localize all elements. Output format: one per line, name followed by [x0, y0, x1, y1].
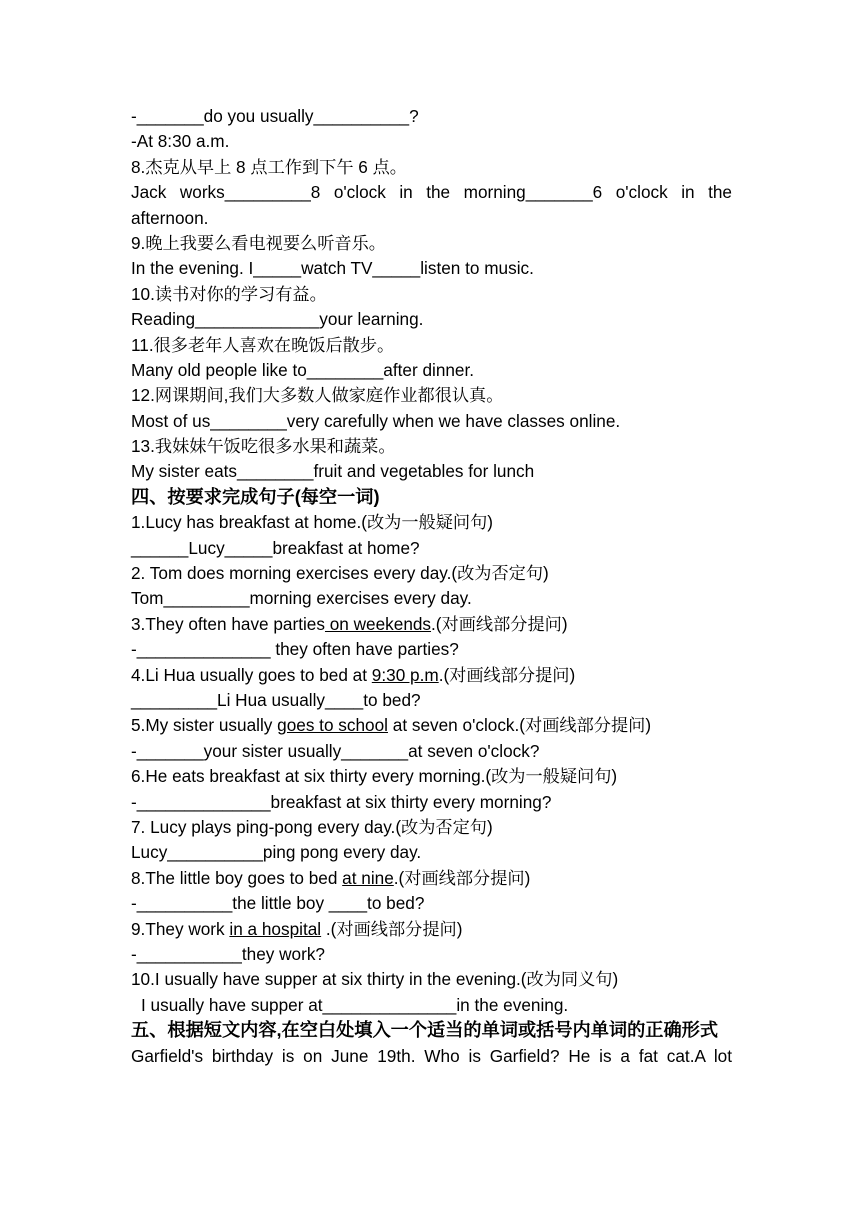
text-line: Most of us________very carefully when we have classes online. — [131, 410, 621, 431]
section-heading: 五、根据短文内容,在空白处填入一个适当的单词或括号内单词的正确形式 — [131, 1020, 719, 1041]
underlined-phrase: at nine — [342, 867, 394, 888]
text-line: -__________the little boy ____to bed? — [131, 893, 425, 914]
text-line: -At 8:30 a.m. — [131, 131, 230, 152]
underlined-phrase: goes to school — [277, 715, 388, 736]
text-line: Reading_____________your learning. — [131, 309, 424, 330]
text-line: Tom_________morning exercises every day. — [131, 588, 472, 609]
text-line: 10.读书对你的学习有益。 — [131, 283, 327, 304]
text-line: -_______do you usually__________? — [131, 106, 419, 126]
text-line: -______________ they often have parties? — [131, 639, 459, 660]
instruction-text: .(对画线部分提问) — [431, 613, 568, 634]
text-line: 11.很多老年人喜欢在晚饭后散步。 — [131, 334, 395, 355]
text-line: -_______your sister usually_______at seven o'clock? — [131, 740, 540, 761]
text-line: 10.I usually have supper at six thirty in the evening.(改为同义句) — [131, 969, 619, 990]
text-line: 9.晚上我要么看电视要么听音乐。 — [131, 232, 386, 253]
text-line: 12.网课期间,我们大多数人做家庭作业都很认真。 — [131, 385, 504, 406]
text-line: 2. Tom does morning exercises every day.(改为否定句) — [131, 563, 549, 584]
instruction-text: at seven o'clock.(对画线部分提问) — [387, 715, 652, 736]
text-line: 1.Lucy has breakfast at home.(改为一般疑问句) — [131, 512, 494, 533]
section-heading: 四、按要求完成句子(每空一词) — [131, 486, 380, 507]
text-line: 13.我妹妹午饭吃很多水果和蔬菜。 — [131, 436, 396, 457]
question-text: 9.They work — [131, 918, 230, 939]
question-text: 5.My sister usually — [131, 715, 278, 736]
instruction-text: .(对画线部分提问) — [438, 664, 576, 685]
question-line — [131, 917, 732, 942]
instruction-text: .(对画线部分提问) — [393, 867, 531, 888]
instruction-text: .(对画线部分提问) — [321, 918, 463, 939]
underlined-phrase: in a hospital — [229, 918, 322, 939]
question-line — [131, 663, 732, 688]
text-line: In the evening. I_____watch TV_____listen to music. — [131, 258, 534, 279]
text-line: -______________breakfast at six thirty every morning? — [131, 791, 552, 812]
question-text: 3.They often have parties — [131, 613, 325, 634]
text-line: 8.杰克从早上 8 点工作到下午 6 点。 — [131, 156, 407, 177]
text-line: -___________they work? — [131, 943, 325, 964]
text-line: Lucy__________ping pong every day. — [131, 842, 422, 863]
underlined-phrase: on weekends — [324, 613, 432, 634]
underlined-phrase: 9:30 p.m — [371, 664, 439, 685]
text-line: 7. Lucy plays ping-pong every day.(改为否定句) — [131, 816, 493, 837]
question-line — [131, 866, 732, 891]
question-text: 8.The little boy goes to bed — [131, 867, 343, 888]
question-text: 4.Li Hua usually goes to bed at — [131, 664, 372, 685]
text-line: Garfield's birthday is on June 19th. Who is Garfield? He is a fat cat.A lot — [131, 1045, 732, 1066]
text-line: I usually have supper at______________in the evening. — [141, 994, 569, 1015]
text-line: Jack works_________8 o'clock in the morning_______6 o'clock in the — [131, 182, 732, 203]
question-line — [131, 713, 732, 738]
text-line: Many old people like to________after dinner. — [131, 359, 475, 380]
document-page — [131, 104, 732, 1069]
text-line: 6.He eats breakfast at six thirty every morning.(改为一般疑问句) — [131, 766, 618, 787]
text-line: _________Li Hua usually____to bed? — [131, 689, 421, 710]
question-line — [131, 612, 732, 637]
text-line: ______Lucy_____breakfast at home? — [131, 537, 420, 558]
text-line: afternoon. — [131, 207, 209, 228]
text-line: My sister eats________fruit and vegetables for lunch — [131, 461, 535, 482]
